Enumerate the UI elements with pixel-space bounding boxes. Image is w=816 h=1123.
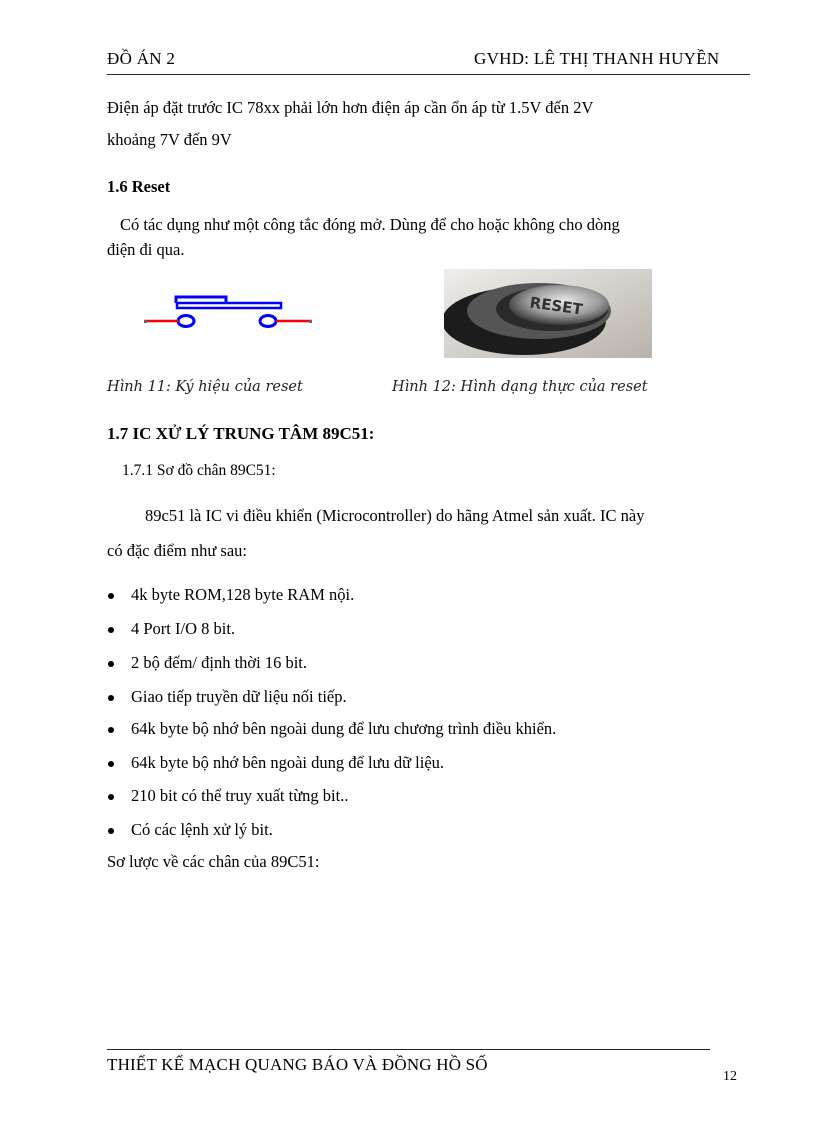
intro-line-2: khoảng 7V đến 9V — [107, 130, 232, 149]
section-1-6-para-line-1: Có tác dụng như một công tắc đóng mở. Dùng để cho hoặc không cho dòng — [120, 215, 620, 234]
bullet-dot-icon — [108, 627, 114, 633]
figure-12-caption: Hình 12: Hình dạng thực của reset — [392, 379, 648, 395]
footer-title: THIẾT KẾ MẠCH QUANG BÁO VÀ ĐỒNG HỒ SỐ — [107, 1055, 488, 1074]
footer-divider — [107, 1049, 710, 1050]
pin-summary-line: Sơ lược về các chân của 89C51: — [107, 852, 320, 871]
section-1-7-heading: 1.7 IC XỬ LÝ TRUNG TÂM 89C51: — [107, 424, 375, 443]
section-1-7-para-line-2: có đặc điểm như sau: — [107, 541, 247, 560]
push-button-switch-icon — [140, 290, 320, 340]
page-number: 12 — [723, 1069, 737, 1084]
header-project-title: ĐỒ ÁN 2 — [107, 49, 176, 68]
header-divider — [107, 74, 750, 75]
svg-text:RESET: RESET — [528, 293, 584, 319]
intro-line-1: Điện áp đặt trước IC 78xx phải lớn hơn điện áp cần ổn áp từ 1.5V đến 2V — [107, 98, 594, 117]
section-1-7-para-line-1: 89c51 là IC vi điều khiển (Microcontroller) do hãng Atmel sản xuất. IC này — [145, 506, 645, 525]
bullet-dot-icon — [108, 727, 114, 733]
header-supervisor: GVHD: LÊ THỊ THANH HUYỀN — [474, 49, 720, 68]
reset-symbol-figure — [140, 290, 320, 340]
section-1-6-para-line-2: điện đi qua. — [107, 240, 185, 259]
bullet-dot-icon — [108, 828, 114, 834]
bullet-dot-icon — [108, 661, 114, 667]
bullet-dot-icon — [108, 593, 114, 599]
figure-11-caption: Hình 11: Ký hiệu của reset — [107, 379, 303, 395]
bullet-dot-icon — [108, 761, 114, 767]
section-1-6-heading: 1.6 Reset — [107, 177, 171, 196]
bullet-dot-icon — [108, 695, 114, 701]
section-1-7-1-heading: 1.7.1 Sơ đồ chân 89C51: — [122, 462, 276, 479]
reset-button-photo — [444, 269, 652, 358]
bullet-dot-icon — [108, 794, 114, 800]
reset-button-image-icon — [444, 269, 652, 358]
